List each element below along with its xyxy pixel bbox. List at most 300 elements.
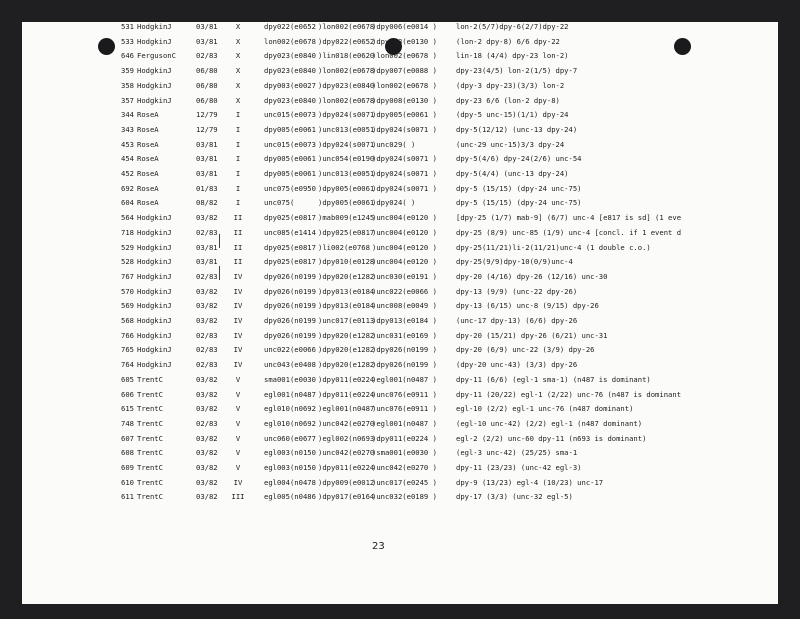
cell-s1: unc085(e1414 [264, 227, 316, 237]
cell-lg: X [235, 95, 241, 105]
cell-date: 03/81 [196, 242, 218, 252]
cell-res: dpy-17 (3/3) (unc-32 egl-5) [456, 492, 573, 502]
table-row [22, 343, 778, 356]
table-row [22, 108, 778, 121]
cell-name: HodgkinJ [137, 22, 172, 31]
cell-res: dpy-5(4/6) dpy-24(2/6) unc-54 [456, 154, 582, 164]
cell-name: HodgkinJ [137, 227, 172, 237]
cell-lg: V [235, 463, 241, 472]
cell-s1: dpy005(e0061 [264, 169, 316, 178]
cell-s1: unc075( [264, 198, 295, 208]
cell-id: 344 [121, 110, 134, 120]
margin-mark [219, 234, 220, 248]
cell-s3: )unc030(e0191 ) [372, 271, 437, 281]
table-row [22, 49, 778, 62]
cell-s2: )unc042(e0270 [318, 418, 375, 428]
table-row [22, 402, 778, 415]
cell-s2: )dpy017(e0164 [318, 492, 375, 502]
cell-s3: )lon002(e0678 ) [372, 51, 437, 61]
table-row [22, 123, 778, 136]
cell-id: 765 [121, 345, 134, 355]
cell-s3: )unc076(e0911 ) [372, 404, 437, 414]
cell-lg: X [235, 66, 241, 76]
cell-lg: IV [233, 345, 243, 355]
cell-name: TrentC [137, 463, 163, 472]
cell-date: 03/81 [196, 257, 218, 267]
cell-date: 02/83 [196, 271, 218, 281]
cell-date: 06/80 [196, 66, 218, 76]
cell-s3: )dpy013(e0184 ) [372, 316, 437, 325]
cell-date: 03/82 [196, 316, 218, 325]
cell-lg: II [233, 242, 243, 252]
cell-name: TrentC [137, 418, 163, 428]
cell-res: (egl-3 unc-42) (25/25) sma-1 [456, 448, 578, 458]
table-row [22, 167, 778, 180]
cell-name: HodgkinJ [137, 213, 172, 223]
cell-s1: unc075(e0950 [264, 183, 316, 193]
table-row [22, 35, 778, 48]
cell-s1: dpy005(e0061 [264, 124, 316, 134]
cell-id: 564 [121, 213, 134, 223]
cell-date: 06/80 [196, 80, 218, 90]
cell-s2: )dpy005(e0061 [318, 183, 375, 193]
cell-name: HodgkinJ [137, 66, 172, 76]
table-row [22, 270, 778, 283]
cell-s3: )unc042(e0270 ) [372, 463, 437, 472]
cell-lg: V [235, 389, 241, 399]
cell-date: 02/83 [196, 360, 218, 370]
cell-s3: )unc031(e0169 ) [372, 330, 437, 340]
cell-s2: )unc013(e0051 [318, 124, 375, 134]
cell-date: 03/81 [196, 139, 218, 149]
cell-name: HodgkinJ [137, 80, 172, 90]
cell-lg: I [235, 124, 241, 134]
cell-s2: )dpy024(s0071 [318, 139, 375, 149]
cell-res: dpy-13 (9/9) (unc-22 dpy-26) [456, 286, 578, 296]
cell-s1: dpy023(e0840 [264, 95, 316, 105]
cell-res: dpy-20 (15/21) dpy-26 (6/21) unc-31 [456, 330, 608, 340]
cell-s2: )dpy020(e1282 [318, 345, 375, 355]
cell-res: dpy-13 (6/15) unc-8 (9/15) dpy-26 [456, 301, 599, 311]
cell-s3: )unc032(e0189 ) [372, 492, 437, 502]
table-row [22, 64, 778, 77]
cell-s1: egl003(n0150 [264, 448, 316, 458]
table-row [22, 417, 778, 430]
cell-s3: )unc004(e0120 ) [372, 242, 437, 252]
cell-date: 02/83 [196, 330, 218, 340]
cell-lg: IV [233, 286, 243, 296]
cell-lg: I [235, 139, 241, 149]
cell-id: 607 [121, 433, 134, 443]
cell-res: lon-2(5/7)dpy-6(2/7)dpy-22 [456, 22, 569, 31]
cell-s2: )dpy020(e1282 [318, 271, 375, 281]
cell-s1: egl001(n0487 [264, 389, 316, 399]
cell-name: HodgkinJ [137, 95, 172, 105]
cell-res: dpy-11 (23/23) (unc-42 egl-3) [456, 463, 582, 472]
cell-lg: V [235, 433, 241, 443]
cell-s1: dpy023(e0840 [264, 51, 316, 61]
cell-date: 03/82 [196, 301, 218, 311]
cell-s2: )li002(e0768 [318, 242, 370, 252]
cell-lg: I [235, 110, 241, 120]
cell-res: (dpy-20 unc-43) (3/3) dpy-26 [456, 360, 578, 370]
table-row [22, 255, 778, 268]
cell-id: 605 [121, 374, 134, 384]
cell-s2: )dpy011(e0224 [318, 389, 375, 399]
cell-s2: )mab009(e1245 [318, 213, 375, 223]
cell-s3: )dpy011(e0224 ) [372, 433, 437, 443]
cell-date: 12/79 [196, 124, 218, 134]
cell-res: (lon-2 dpy-8) 6/6 dpy-22 [456, 36, 560, 46]
cell-s3: )unc076(e0911 ) [372, 389, 437, 399]
cell-s3: )unc004(e0120 ) [372, 227, 437, 237]
cell-name: HodgkinJ [137, 242, 172, 252]
cell-s1: dpy022(e0652 [264, 22, 316, 31]
cell-date: 03/82 [196, 286, 218, 296]
cell-date: 02/83 [196, 345, 218, 355]
cell-lg: I [235, 183, 241, 193]
cell-s3: )dpy024(s0071 ) [372, 124, 437, 134]
cell-name: HodgkinJ [137, 286, 172, 296]
cell-s2: )dpy024(s0071 [318, 110, 375, 120]
cell-id: 533 [121, 36, 134, 46]
cell-res: (unc-29 unc-15)3/3 dpy-24 [456, 139, 565, 149]
cell-s1: dpy025(e0817 [264, 213, 316, 223]
cell-lg: I [235, 198, 241, 208]
cell-name: HodgkinJ [137, 301, 172, 311]
cell-s1: egl010(n0692 [264, 404, 316, 414]
cell-date: 01/83 [196, 183, 218, 193]
cell-res: dpy-20 (4/16) dpy-26 (12/16) unc-30 [456, 271, 608, 281]
table-row [22, 432, 778, 445]
cell-res: [dpy-25 (1/7) mab-9] (6/7) unc-4 [e817 is sd] (1 eve [456, 213, 682, 223]
cell-res: dpy-11 (6/6) (egl-1 sma-1) (n487 is dominant) [456, 374, 651, 384]
cell-s2: )dpy011(e0224 [318, 463, 375, 472]
cell-res: (dpy-3 dpy-23)(3/3) lon-2 [456, 80, 565, 90]
cell-s2: )dpy013(e0184 [318, 286, 375, 296]
cell-s1: unc060(e0677 [264, 433, 316, 443]
cell-res: dpy-9 (13/23) egl-4 (10/23) unc-17 [456, 477, 604, 487]
cell-s2: )lin018(e0620 [318, 51, 375, 61]
cell-s3: )dpy024( ) [372, 198, 416, 208]
cell-date: 08/82 [196, 198, 218, 208]
cell-id: 608 [121, 448, 134, 458]
cell-name: TrentC [137, 404, 163, 414]
cell-id: 748 [121, 418, 134, 428]
cell-id: 454 [121, 154, 134, 164]
cell-name: HodgkinJ [137, 257, 172, 267]
cell-name: TrentC [137, 374, 163, 384]
cell-s1: dpy026(n0199 [264, 330, 316, 340]
cell-s1: dpy025(e0817 [264, 242, 316, 252]
cell-s1: lon002(e0678 [264, 36, 316, 46]
cell-id: 609 [121, 463, 134, 472]
cell-date: 03/82 [196, 463, 218, 472]
cell-s3: )egl001(n0487 ) [372, 374, 437, 384]
cell-lg: II [233, 227, 243, 237]
cell-res: (unc-17 dpy-13) (6/6) dpy-26 [456, 316, 578, 325]
cell-s2: )dpy023(e0840 [318, 80, 375, 90]
cell-s2: )dpy025(e0817 [318, 227, 375, 237]
cell-name: HodgkinJ [137, 345, 172, 355]
cell-lg: X [235, 80, 241, 90]
table-row [22, 182, 778, 195]
table-row [22, 446, 778, 459]
cell-lg: IV [233, 301, 243, 311]
cell-s3: )dpy007(e0088 ) [372, 66, 437, 76]
cell-s2: )egl002(n0693 [318, 433, 375, 443]
cell-s2: )unc054(e0190 [318, 154, 375, 164]
cell-s3: )dpy008(e0130 ) [372, 95, 437, 105]
cell-res: dpy-5(4/4) (unc-13 dpy-24) [456, 169, 569, 178]
cell-s1: unc015(e0073 [264, 110, 316, 120]
cell-id: 615 [121, 404, 134, 414]
cell-s2: )dpy013(e0184 [318, 301, 375, 311]
cell-name: RoseA [137, 124, 159, 134]
table-row [22, 329, 778, 342]
cell-res: dpy-23 6/6 (lon-2 dpy-8) [456, 95, 560, 105]
cell-date: 03/82 [196, 477, 218, 487]
cell-s1: dpy026(n0199 [264, 286, 316, 296]
table-row [22, 196, 778, 209]
cell-s3: )unc004(e0120 ) [372, 213, 437, 223]
cell-s3: )dpy008(e0130 ) [372, 36, 437, 46]
cell-name: RoseA [137, 169, 159, 178]
cell-name: FergusonC [137, 51, 176, 61]
cell-name: TrentC [137, 477, 163, 487]
cell-date: 02/83 [196, 418, 218, 428]
cell-name: TrentC [137, 492, 163, 502]
cell-s2: )dpy011(e0224 [318, 374, 375, 384]
cell-id: 529 [121, 242, 134, 252]
cell-s2: )lon002(e0678 [318, 22, 375, 31]
cell-id: 343 [121, 124, 134, 134]
cell-s3: )dpy024(s0071 ) [372, 169, 437, 178]
document-page [22, 22, 778, 604]
cell-name: HodgkinJ [137, 36, 172, 46]
table-row [22, 314, 778, 327]
cell-s2: )unc042(e0270 [318, 448, 375, 458]
cell-s3: )dpy005(e0061 ) [372, 110, 437, 120]
cell-res: dpy-25(9/9)dpy-10(0/9)unc-4 [456, 257, 573, 267]
cell-lg: IV [233, 360, 243, 370]
table-row [22, 241, 778, 254]
cell-s2: )lon002(e0678 [318, 95, 375, 105]
cell-s1: dpy003(e0027 [264, 80, 316, 90]
cell-s2: )dpy020(e1282 [318, 360, 375, 370]
cell-s1: egl010(n0692 [264, 418, 316, 428]
cell-id: 606 [121, 389, 134, 399]
cell-s2: )dpy009(e0012 [318, 477, 375, 487]
cell-name: RoseA [137, 110, 159, 120]
table-row [22, 388, 778, 401]
table-row [22, 285, 778, 298]
table-row [22, 79, 778, 92]
cell-date: 03/82 [196, 448, 218, 458]
cell-id: 358 [121, 80, 134, 90]
cell-s1: egl003(n0150 [264, 463, 316, 472]
cell-id: 531 [121, 22, 134, 31]
cell-s2: )dpy005(e0061 [318, 198, 375, 208]
cell-date: 03/81 [196, 154, 218, 164]
cell-date: 03/81 [196, 22, 218, 31]
cell-s1: sma001(e0030 [264, 374, 316, 384]
cell-res: (dpy-5 unc-15)(1/1) dpy-24 [456, 110, 569, 120]
cell-id: 453 [121, 139, 134, 149]
cell-name: RoseA [137, 139, 159, 149]
cell-res: dpy-5(12/12) (unc-13 dpy-24) [456, 124, 578, 134]
cell-s2: )unc017(e0113 [318, 316, 375, 325]
cell-date: 06/80 [196, 95, 218, 105]
cell-s3: )dpy026(n0199 ) [372, 360, 437, 370]
cell-date: 12/79 [196, 110, 218, 120]
cell-res: dpy-23(4/5) lon-2(1/5) dpy-7 [456, 66, 578, 76]
cell-id: 766 [121, 330, 134, 340]
cell-s3: )dpy024(s0071 ) [372, 154, 437, 164]
cell-id: 767 [121, 271, 134, 281]
cell-date: 03/82 [196, 492, 218, 502]
cell-id: 528 [121, 257, 134, 267]
table-row [22, 461, 778, 474]
cell-res: (egl-10 unc-42) (2/2) egl-1 (n487 dominant) [456, 418, 643, 428]
cell-res: dpy-25(11/21)li-2(11/21)unc-4 (1 double c.o.) [456, 242, 651, 252]
table-row [22, 299, 778, 312]
cell-res: egl-2 (2/2) unc-60 dpy-11 (n693 is dominant) [456, 433, 647, 443]
cell-s2: )egl001(n0487 [318, 404, 375, 414]
cell-name: HodgkinJ [137, 271, 172, 281]
table-row [22, 226, 778, 239]
cell-id: 570 [121, 286, 134, 296]
cell-id: 568 [121, 316, 134, 325]
cell-s1: egl004(n0478 [264, 477, 316, 487]
cell-id: 764 [121, 360, 134, 370]
cell-lg: III [231, 492, 245, 502]
table-row [22, 94, 778, 107]
cell-s3: )dpy006(e0014 ) [372, 22, 437, 31]
cell-name: TrentC [137, 433, 163, 443]
cell-s1: dpy026(n0199 [264, 316, 316, 325]
page-number: 23 [372, 541, 385, 552]
table-row [22, 490, 778, 503]
cell-lg: II [233, 213, 243, 223]
cell-date: 03/82 [196, 389, 218, 399]
margin-mark [219, 266, 220, 280]
cell-lg: V [235, 448, 241, 458]
cell-s3: )egl001(n0487 ) [372, 418, 437, 428]
cell-name: RoseA [137, 183, 159, 193]
cell-lg: II [233, 257, 243, 267]
cell-id: 452 [121, 169, 134, 178]
cell-name: HodgkinJ [137, 360, 172, 370]
cell-s1: unc022(e0066 [264, 345, 316, 355]
table-row [22, 373, 778, 386]
cell-id: 359 [121, 66, 134, 76]
cell-s1: unc015(e0073 [264, 139, 316, 149]
table-row [22, 476, 778, 489]
cell-res: dpy-25 (8/9) unc-85 (1/9) unc-4 [concl. if 1 event d [456, 227, 682, 237]
cell-lg: I [235, 169, 241, 178]
cell-id: 610 [121, 477, 134, 487]
cell-date: 02/83 [196, 51, 218, 61]
cell-id: 604 [121, 198, 134, 208]
cell-s3: )unc004(e0120 ) [372, 257, 437, 267]
cell-name: RoseA [137, 198, 159, 208]
cell-name: HodgkinJ [137, 330, 172, 340]
cell-date: 03/82 [196, 404, 218, 414]
cell-s1: unc043(e0408 [264, 360, 316, 370]
cell-res: dpy-20 (6/9) unc-22 (3/9) dpy-26 [456, 345, 595, 355]
cell-s1: dpy005(e0061 [264, 154, 316, 164]
cell-date: 03/82 [196, 213, 218, 223]
cell-lg: IV [233, 271, 243, 281]
cell-date: 03/82 [196, 433, 218, 443]
cell-s2: )dpy020(e1282 [318, 330, 375, 340]
cell-res: dpy-5 (15/15) (dpy-24 unc-75) [456, 198, 582, 208]
cell-s3: )sma001(e0030 ) [372, 448, 437, 458]
cell-name: HodgkinJ [137, 316, 172, 325]
cell-lg: X [235, 22, 241, 31]
cell-name: TrentC [137, 389, 163, 399]
cell-id: 646 [121, 51, 134, 61]
cell-lg: V [235, 374, 241, 384]
cell-date: 03/81 [196, 169, 218, 178]
cell-lg: X [235, 36, 241, 46]
cell-id: 718 [121, 227, 134, 237]
cell-lg: IV [233, 477, 243, 487]
cell-s2: )dpy022(e0652 [318, 36, 375, 46]
cell-res: dpy-5 (15/15) (dpy-24 unc-75) [456, 183, 582, 193]
table-row [22, 138, 778, 151]
table-row [22, 358, 778, 371]
cell-s2: )lon002(e0678 [318, 66, 375, 76]
cell-s1: dpy026(n0199 [264, 271, 316, 281]
cell-s3: )dpy026(n0199 ) [372, 345, 437, 355]
cell-lg: V [235, 418, 241, 428]
cell-s3: )unc022(e0066 ) [372, 286, 437, 296]
cell-res: egl-10 (2/2) egl-1 unc-76 (n487 dominant) [456, 404, 634, 414]
cell-date: 02/83 [196, 227, 218, 237]
cell-s2: )dpy010(e0128 [318, 257, 375, 267]
cell-s1: egl005(n0486 [264, 492, 316, 502]
cell-res: dpy-11 (20/22) egl-1 (2/22) unc-76 (n487 is dominant [456, 389, 682, 399]
cell-id: 569 [121, 301, 134, 311]
cell-name: TrentC [137, 448, 163, 458]
cell-lg: IV [233, 316, 243, 325]
cell-lg: I [235, 154, 241, 164]
cell-s1: dpy025(e0817 [264, 257, 316, 267]
cell-name: RoseA [137, 154, 159, 164]
cell-lg: X [235, 51, 241, 61]
cell-res: lin-18 (4/4) dpy-23 lon-2) [456, 51, 569, 61]
cell-s3: )unc029( ) [372, 139, 416, 149]
cell-s3: )unc017(e0245 ) [372, 477, 437, 487]
cell-date: 03/81 [196, 36, 218, 46]
cell-lg: IV [233, 330, 243, 340]
table-row [22, 211, 778, 224]
cell-s1: dpy023(e0840 [264, 66, 316, 76]
table-row [22, 22, 778, 33]
cell-s2: )unc013(e0051 [318, 169, 375, 178]
cell-lg: V [235, 404, 241, 414]
cell-id: 692 [121, 183, 134, 193]
cell-s3: )unc008(e0049 ) [372, 301, 437, 311]
cell-s3: )dpy024(s0071 ) [372, 183, 437, 193]
cell-id: 611 [121, 492, 134, 502]
cell-date: 03/82 [196, 374, 218, 384]
cell-s1: dpy026(n0199 [264, 301, 316, 311]
cell-id: 357 [121, 95, 134, 105]
cell-s3: )lon002(e0678 ) [372, 80, 437, 90]
